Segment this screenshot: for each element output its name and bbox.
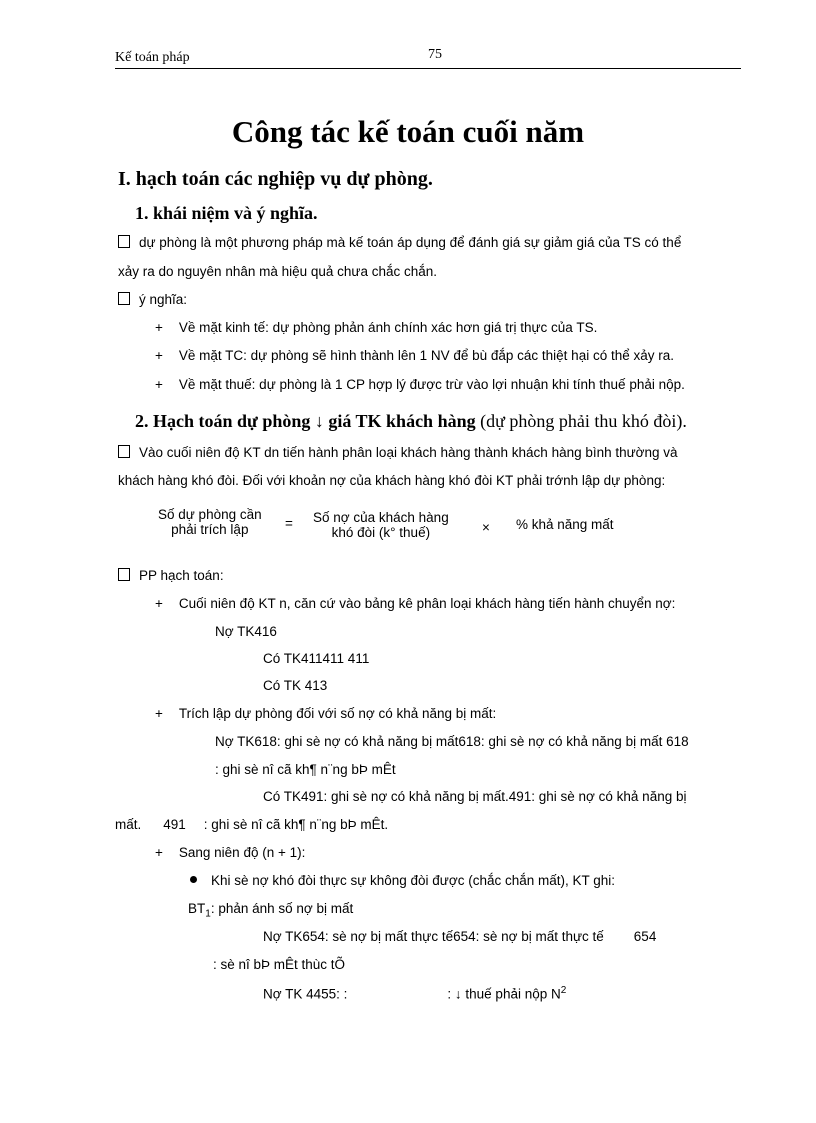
bullet-item: Khi sè nợ khó đòi thực sự không đòi được (chắc chắn mất), KT ghi: <box>190 873 615 888</box>
entry-debit: Nợ TK654: sè nợ bị mất thực tế654: sè nợ bị mất thực tế 654 <box>263 929 657 944</box>
paragraph-line-1: Vào cuối niên độ KT dn tiến hành phân loại khách hàng thành khách hàng bình thường và <box>118 445 678 460</box>
meaning-item: + Về mặt TC: dự phòng sẽ hình thành lên 1 NV để bù đắp các thiệt hại có thể xảy ra. <box>155 348 674 363</box>
meaning-item: + Về mặt kinh tế: dự phòng phản ánh chính xác hơn giá trị thực của TS. <box>155 320 598 335</box>
formula-right: % khả năng mất <box>516 517 614 532</box>
entry-credit: Có TK 413 <box>263 678 328 693</box>
pp-label: PP hạch toán: <box>118 568 224 583</box>
page-title: Công tác kế toán cuối năm <box>231 114 585 149</box>
step-a: + Cuối niên độ KT n, căn cứ vào bảng kê phân loại khách hàng tiến hành chuyển nợ: <box>155 596 676 611</box>
formula-middle: Số nợ của khách hàng khó đòi (k° thuế) <box>313 510 449 540</box>
entry-credit: Có TK411411 411 <box>263 651 370 666</box>
section-heading: I. hạch toán các nghiệp vụ dự phòng. <box>118 168 433 190</box>
checkbox-bullet-icon <box>118 292 130 305</box>
bullet-dot-icon <box>190 876 197 883</box>
formula-left: Số dự phòng cần phải trích lập <box>158 507 262 537</box>
entry-debit: Nợ TK618: ghi sè nợ có khả năng bị mất618: ghi sè nợ có khả năng bị mất 618 <box>215 734 689 749</box>
definition-line-1: dự phòng là một phương pháp mà kế toán áp dụng để đánh giá sự giảm giá của TS có thể <box>118 235 681 250</box>
step-b: + Trích lập dự phòng đối với số nợ có khả năng bị mất: <box>155 706 497 721</box>
definition-line-2: xảy ra do nguyên nhân mà hiệu quả chưa chắc chắn. <box>118 264 438 279</box>
subsection-heading-2: 2. Hạch toán dự phòng ↓ giá TK khách hàng (dự phòng phải thu khó đòi). <box>135 411 687 431</box>
entry-debit: Nợ TK 4455: : : ↓ thuế phải nộp $N^2$ <box>263 985 567 1002</box>
entry-credit: Có TK491: ghi sè nợ có khả năng bị mất.491: ghi sè nợ có khả năng bị <box>263 789 687 804</box>
entry-continuation: : sè nî bÞ mÊt thùc tÕ <box>213 957 346 972</box>
formula-times: × <box>482 520 490 535</box>
entry-continuation: mất. 491 : ghi sè nî cã kh¶ n¨ng bÞ mÊt. <box>115 817 389 832</box>
checkbox-bullet-icon <box>118 445 130 458</box>
header-rule <box>115 68 741 69</box>
entry-continuation: : ghi sè nî cã kh¶ n¨ng bÞ mÊt <box>215 762 396 777</box>
page-number: 75 <box>428 47 442 62</box>
entry-debit: Nợ TK416 <box>215 624 277 639</box>
paragraph-line-2: khách hàng khó đòi. Đối với khoản nợ của khách hàng khó đòi KT phải trớnh lập dự phòng: <box>118 473 666 488</box>
checkbox-bullet-icon <box>118 235 130 248</box>
subsection-heading-1: 1. khái niệm và ý nghĩa. <box>135 203 318 223</box>
checkbox-bullet-icon <box>118 568 130 581</box>
meaning-label: ý nghĩa: <box>118 292 187 307</box>
meaning-item: + Về mặt thuế: dự phòng là 1 CP hợp lý được trừ vào lợi nhuận khi tính thuế phải nộp. <box>155 377 685 392</box>
down-arrow-icon: ↓ <box>314 411 324 431</box>
header-title: Kế toán pháp <box>115 50 190 65</box>
bt-label: $BT_1$: phản ánh số nợ bị mất <box>188 901 354 920</box>
formula-equals: = <box>285 516 293 531</box>
step-c: + Sang niên độ (n + 1): <box>155 845 306 860</box>
